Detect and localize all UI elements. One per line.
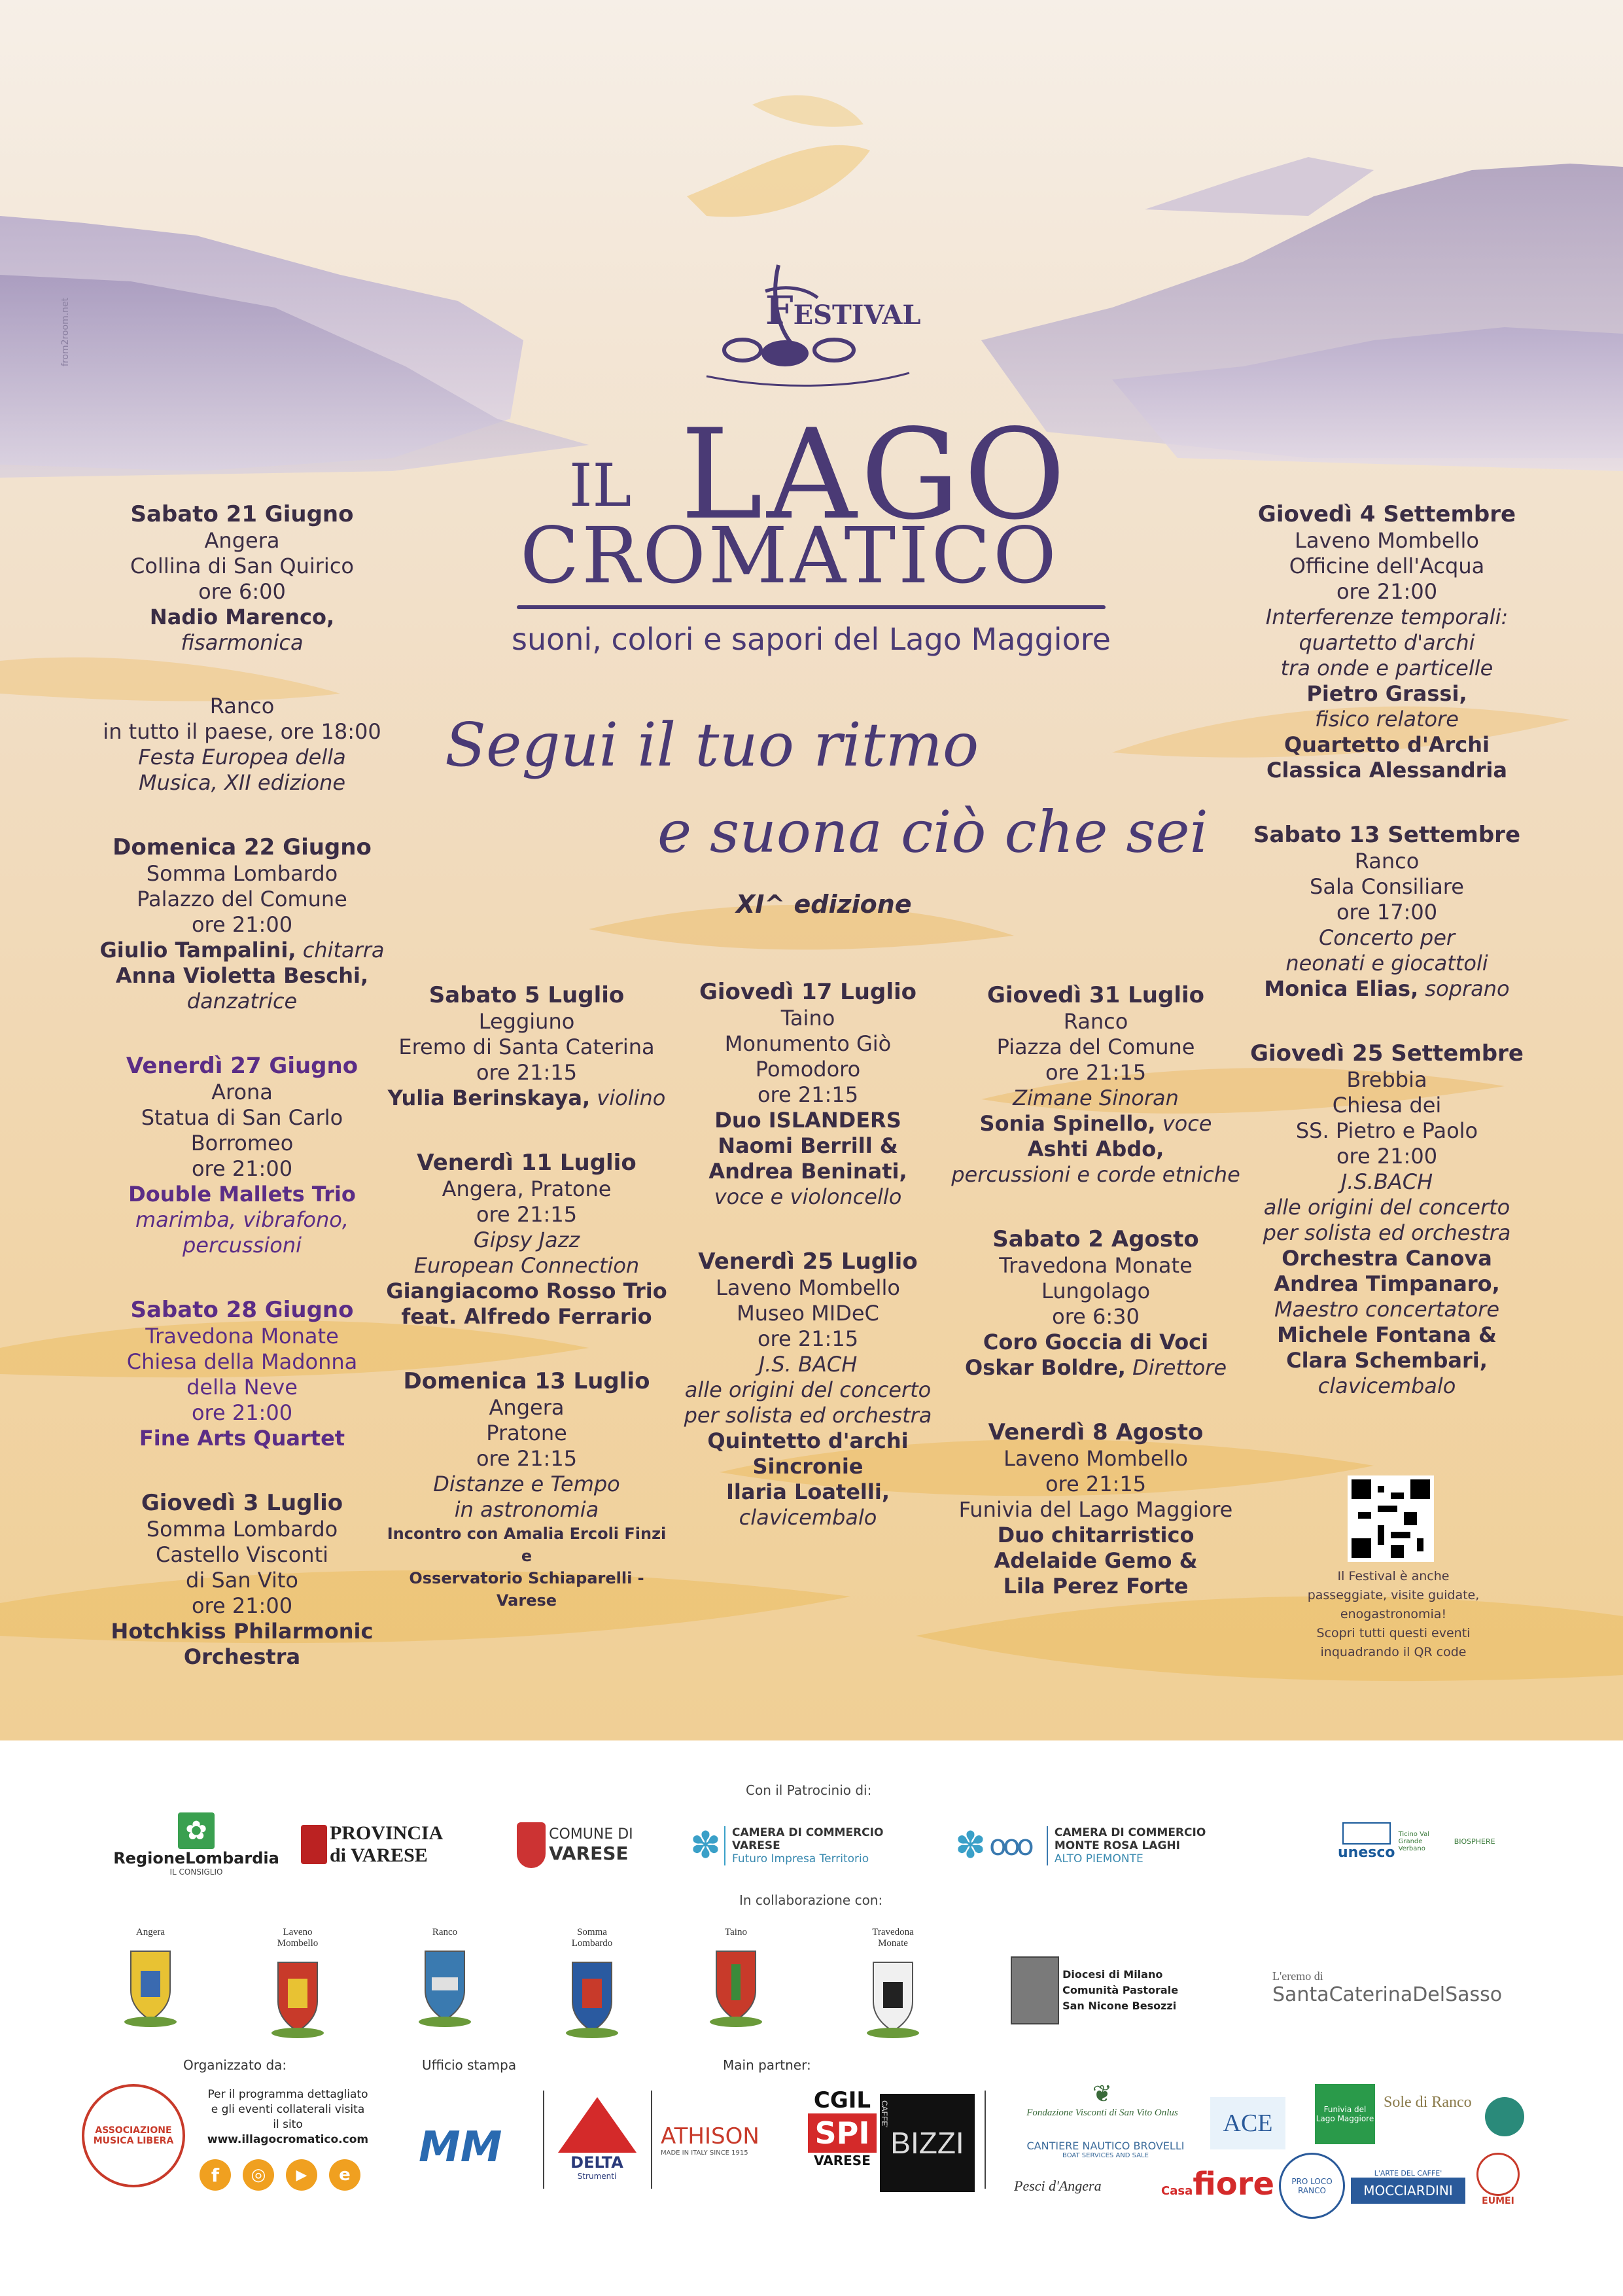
grape-icon: ❦ [1092,2081,1113,2108]
cgil-spi-logo: CGIL SPI VARESE [808,2087,877,2168]
camera-flower-icon: ✽ [690,1824,721,1867]
fondazione-logo: ❦ Fondazione Visconti di San Vito Onlus [1004,2081,1200,2119]
leaf-logo-icon [1485,2097,1524,2136]
funivia-logo: Funivia del Lago Maggiore [1315,2084,1375,2144]
event: Sabato 2 Agosto Travedona Monate Lungolago ore 6:30 Coro Goccia di Voci Oskar Boldre, Direttore [965,1226,1227,1380]
cantiere-logo: CANTIERE NAUTICO BROVELLI BOAT SERVICES AND SALE [1026,2140,1185,2159]
title-il: IL [569,451,632,520]
edition: XI^ edizione [736,890,912,919]
regione-icon: ✿ [178,1812,215,1849]
chain-icon: ooo [989,1829,1030,1862]
provincia-varese-logo: PROVINCIA di VARESE [301,1822,478,1867]
pesci-logo: Pesci d'Angera [1014,2178,1102,2194]
eumei-badge-icon [1476,2153,1520,2196]
event: Sabato 13 Settembre Ranco Sala Consiliare ore 17:00 Concerto per neonati e giocattoli Monica Elias, soprano [1253,822,1521,1001]
event: Giovedì 4 Settembre Laveno Mombello Officine dell'Acqua ore 21:00 Interferenze temporali: quartetto d'archi tra onde e particelle Pietro Grassi, fisico relatore Quartetto d'Archi Classica Alessandria [1257,501,1516,783]
ufficio-label: Ufficio stampa [422,2057,517,2073]
event: Venerdì 27 Giugno Arona Statua di San Carlo Borromeo ore 21:00 Double Mallets Trio marimba, vibrafono, percussioni [126,1053,358,1258]
unesco-temple-icon [1342,1822,1391,1845]
event: Domenica 22 Giugno Somma Lombardo Palazzo del Comune ore 21:00 Giulio Tampalini, chitarra Anna Violetta Beschi, danzatrice [99,834,385,1014]
side-credit: from2room.net [60,297,71,366]
collab-label: In collaborazione con: [739,1892,883,1908]
column-5 [1236,501,1537,1437]
qr-caption: Il Festival è anche passeggiate, visite guidate, enogastronomia! Scopri tutti questi eventi inquadrando il QR code [1307,1569,1480,1659]
camera-flower-icon: ✽ [955,1824,986,1867]
town-ranco: Ranco [409,1927,481,2032]
camera-commercio-varese-logo: ✽ CAMERA DI COMMERCIO VARESE Futuro Impresa Territorio [690,1824,884,1867]
bizzi-logo: BIZZI CAFFE' [880,2094,975,2192]
event: Giovedì 25 Settembre Brebbia Chiesa dei SS. Pietro e Paolo ore 21:00 J.S.BACH alle origini del concerto per solista ed orchestra Orchestra Canova Andrea Timpanaro, Maestro concertatore Michele Fontana & Clara Schembari, clavicembalo [1250,1040,1524,1398]
comune-crest-icon [517,1822,546,1868]
main-partner-label: Main partner: [723,2057,811,2073]
provincia-crest-icon [301,1825,327,1864]
event: Venerdì 11 Luglio Angera, Pratone ore 21:15 Gipsy Jazz European Connection Giangiacomo Rosso Trio feat. Alfredo Ferrario [386,1150,667,1329]
diocesi-logo: Diocesi di Milano Comunità Pastorale San Nicone Besozzi [1011,1956,1227,2024]
eremo-logo: L'eremo di SantaCaterinaDelSasso [1272,1969,1503,2006]
athison-logo: ATHISON MADE IN ITALY SINCE 1915 [661,2123,759,2157]
mm-logo: MM [419,2123,502,2172]
event: Sabato 28 Giugno Travedona Monate Chiesa della Madonna della Neve ore 21:00 Fine Arts Quartet [126,1297,358,1451]
event: Venerdì 8 Agosto Laveno Mombello ore 21:15 Funivia del Lago Maggiore Duo chitarristico Adelaide Gemo & Lila Perez Forte [958,1419,1233,1598]
slogan-line1: Segui il tuo ritmo [445,710,979,780]
event: Giovedì 31 Luglio Ranco Piazza del Comune ore 21:15 Zimane Sinoran Sonia Spinello, voce Ashti Abdo, percussioni e corde etniche [951,982,1240,1187]
patrocinio-label: Con il Patrocinio di: [746,1782,872,1798]
crest-icon [563,1949,621,2041]
crest-icon [415,1938,474,2030]
crest-icon [864,1949,922,2041]
associazione-logo: ASSOCIAZIONE MUSICA LIBERA [82,2084,185,2187]
regione-lombardia-logo: ✿ RegioneLombardia IL CONSIGLIO [111,1812,281,1877]
organizzato-label: Organizzato da: [183,2057,287,2073]
title-cromatico: CROMATICO [520,510,1059,601]
event: Giovedì 17 Luglio Taino Monumento Giò Pomodoro ore 21:15 Duo ISLANDERS Naomi Berrill & Andrea Beninati, voce e violoncello [699,979,916,1209]
town-laveno: Laveno Mombello [262,1927,334,2043]
camera-commercio-monterosa-logo: ✽ ooo CAMERA DI COMMERCIO MONTE ROSA LAGHI ALTO PIEMONTE [955,1824,1206,1867]
program-info: Per il programma dettagliato e gli eventi collaterali visita il sito www.illagocromatico.com [207,2088,369,2146]
social-icons [200,2159,383,2191]
title-underline [517,605,1106,609]
instagram-icon[interactable]: ◎ [243,2159,274,2191]
mocciardini-logo: L'ARTE DEL CAFFE' MOCCIARDINI [1351,2169,1465,2204]
divider [985,2091,986,2189]
town-travedona: Travedona Monate [857,1927,929,2043]
column-4 [949,981,1243,1637]
subtitle: suoni, colori e sapori del Lago Maggiore [512,622,1111,657]
sponsors-section [0,1740,1623,2296]
divider [543,2091,544,2189]
website-icon[interactable]: e [329,2159,360,2191]
festival-label: FESTIVAL [765,288,921,334]
event: Ranco in tutto il paese, ore 18:00 Festa Europea della Musica, XII edizione [103,694,381,795]
column-2 [386,981,667,1650]
facebook-icon[interactable]: f [200,2159,231,2191]
casafiore-logo: Casafiore [1161,2166,1274,2202]
event: Venerdì 25 Luglio Laveno Mombello Museo MIDeC ore 21:15 J.S. BACH alle origini del concerto per solista ed orchestra Quintetto d'archi Sincronie Ilaria Loatelli, clavicembalo [684,1248,932,1530]
delta-triangle-icon [555,2094,640,2156]
crest-icon [707,1938,765,2030]
proloco-logo: PRO LOCO RANCO [1279,2153,1345,2219]
column-3 [671,978,945,1568]
sole-ranco-logo: Sole di Ranco [1384,2094,1472,2111]
event: Sabato 5 Luglio Leggiuno Eremo di Santa Caterina ore 21:15 Yulia Berinskaya, violino [387,982,666,1110]
town-taino: Taino [700,1927,772,2032]
town-somma: Somma Lombardo [556,1927,628,2043]
event: Giovedì 3 Luglio Somma Lombardo Castello Visconti di San Vito ore 21:00 Hotchkiss Philarmonic Orchestra [111,1490,374,1669]
event: Sabato 21 Giugno Angera Collina di San Quirico ore 6:00 Nadio Marenco, fisarmonica [130,501,354,655]
ace-logo: ACE [1210,2097,1285,2149]
divider [651,2091,652,2189]
youtube-icon[interactable]: ▶ [286,2159,317,2191]
slogan-line2: e suona ciò che sei [657,798,1208,866]
crest-icon [121,1938,180,2030]
crest-icon [268,1949,327,2041]
eumei-logo: EUMEI [1475,2153,1521,2212]
unesco-logo: unesco Ticino Val Grande Verbano BIOSPHERE [1338,1822,1514,1861]
comune-varese-logo: COMUNE DI VARESE [517,1822,667,1868]
town-angera: Angera [114,1927,186,2032]
qr-code[interactable] [1348,1475,1434,1562]
column-1 [85,501,399,1708]
event: Domenica 13 Luglio Angera Pratone ore 21:15 Distanze e Tempo in astronomia Incontro con Amalia Ercoli Finzi e Osservatorio Schiaparelli - Varese [387,1368,667,1610]
diocesi-image-icon [1011,1956,1059,2024]
qr-code-icon [1352,1479,1430,1558]
title-lago: LAGO [680,402,1070,547]
delta-logo: DELTA Strumenti [553,2094,641,2181]
